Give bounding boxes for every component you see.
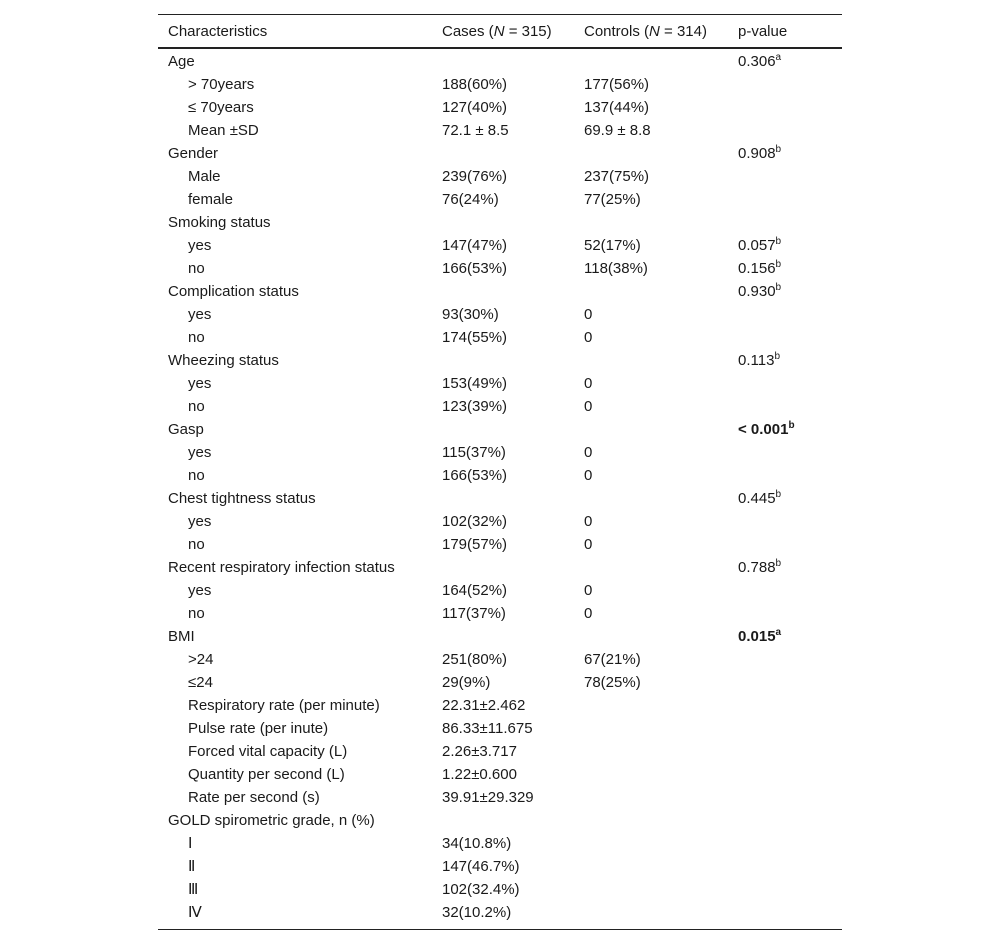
table-row [158, 786, 842, 809]
pvalue-footnote-marker: b [775, 236, 782, 247]
row-label: >24 [188, 651, 214, 668]
row-label: yes [188, 513, 212, 530]
pvalue-footnote-marker: b [775, 282, 782, 293]
row-controls: 78(25%) [584, 674, 641, 691]
row-label: female [188, 191, 234, 208]
row-pvalue [738, 602, 842, 625]
row-cases: 102(32%) [442, 513, 508, 530]
row-label: Ⅲ [188, 881, 199, 898]
row-label: Complication status [168, 283, 299, 300]
row-pvalue [738, 441, 842, 464]
row-label: Age [168, 53, 195, 70]
pvalue-footnote-marker: b [775, 144, 782, 155]
row-pvalue [738, 786, 842, 809]
pvalue-footnote-marker: b [775, 259, 782, 270]
table-row [158, 579, 842, 602]
table-row [158, 96, 842, 119]
table-row [158, 257, 842, 280]
row-pvalue [738, 119, 842, 142]
table-row [158, 717, 842, 740]
row-cases [442, 625, 584, 648]
row-pvalue [738, 763, 842, 786]
row-pvalue [738, 96, 842, 119]
pvalue-footnote-marker: b [775, 558, 782, 569]
table-row [158, 234, 842, 257]
row-controls: 0 [584, 536, 593, 553]
table-bottom-rule [158, 929, 842, 930]
row-pvalue [738, 50, 842, 73]
row-cases: 117(37%) [442, 605, 506, 622]
row-cases: 127(40%) [442, 99, 508, 116]
row-label: no [188, 260, 205, 277]
row-cases: 166(53%) [442, 467, 508, 484]
row-controls [584, 901, 738, 924]
row-cases: 239(76%) [442, 168, 508, 185]
row-controls: 0 [584, 444, 593, 461]
row-pvalue [738, 142, 842, 165]
table-row [158, 648, 842, 671]
row-cases: 147(46.7%) [442, 858, 520, 875]
row-pvalue [738, 740, 842, 763]
header-cases-n: N [493, 23, 505, 40]
row-cases: 29(9%) [442, 674, 491, 691]
row-cases: 72.1 ± 8.5 [442, 122, 509, 139]
row-cases: 1.22±0.600 [442, 766, 517, 783]
row-controls [584, 740, 738, 763]
row-cases [442, 418, 584, 441]
row-cases [442, 280, 584, 303]
row-cases [442, 349, 584, 372]
header-pvalue: p-value [738, 23, 788, 40]
table-body [158, 49, 842, 924]
row-cases: 102(32.4%) [442, 881, 520, 898]
row-controls [584, 809, 738, 832]
row-pvalue [738, 533, 842, 556]
row-controls: 0 [584, 513, 593, 530]
row-cases [442, 50, 584, 73]
row-controls [584, 832, 738, 855]
row-controls [584, 786, 738, 809]
header-controls [584, 15, 738, 47]
row-controls [584, 280, 738, 303]
pvalue-text: 0.057 [738, 237, 776, 254]
row-pvalue [738, 464, 842, 487]
row-cases: 115(37%) [442, 444, 506, 461]
row-controls [584, 717, 738, 740]
table-row [158, 671, 842, 694]
row-label: Wheezing status [168, 352, 279, 369]
row-label: GOLD spirometric grade, n (%) [168, 812, 375, 829]
row-label: no [188, 536, 205, 553]
table-row [158, 441, 842, 464]
row-pvalue [738, 510, 842, 533]
pvalue-text: 0.015 [738, 628, 776, 645]
row-pvalue [738, 832, 842, 855]
header-cases-suffix: = 315) [504, 23, 552, 40]
row-controls: 0 [584, 306, 593, 323]
row-cases: 166(53%) [442, 260, 508, 277]
row-pvalue [738, 303, 842, 326]
row-pvalue [738, 395, 842, 418]
row-pvalue [738, 326, 842, 349]
row-label: Ⅳ [188, 904, 202, 921]
table-row [158, 119, 842, 142]
row-label: ≤24 [188, 674, 213, 691]
table-row [158, 349, 842, 372]
row-pvalue [738, 625, 842, 648]
pvalue-footnote-marker: b [775, 489, 782, 500]
table-row [158, 740, 842, 763]
row-cases: 164(52%) [442, 582, 508, 599]
table-row [158, 280, 842, 303]
table-row [158, 602, 842, 625]
table-row [158, 326, 842, 349]
table-row [158, 188, 842, 211]
row-label: yes [188, 375, 212, 392]
row-label: Forced vital capacity (L) [188, 743, 348, 760]
table-row [158, 878, 842, 901]
row-pvalue [738, 257, 842, 280]
row-cases: 179(57%) [442, 536, 508, 553]
row-label: no [188, 398, 205, 415]
table-row [158, 556, 842, 579]
row-pvalue [738, 487, 842, 510]
row-label: Quantity per second (L) [188, 766, 345, 783]
header-controls-prefix: Controls ( [584, 23, 650, 40]
table-row [158, 395, 842, 418]
pvalue-text: 0.788 [738, 559, 776, 576]
row-cases [442, 142, 584, 165]
table-row [158, 50, 842, 73]
row-label: yes [188, 444, 212, 461]
row-cases: 174(55%) [442, 329, 508, 346]
row-controls: 118(38%) [584, 260, 648, 277]
row-pvalue [738, 349, 842, 372]
table-row [158, 142, 842, 165]
row-controls [584, 878, 738, 901]
row-controls [584, 418, 738, 441]
table-row [158, 303, 842, 326]
row-controls: 0 [584, 398, 593, 415]
row-controls: 77(25%) [584, 191, 641, 208]
row-cases: 86.33±11.675 [442, 720, 533, 737]
row-pvalue [738, 372, 842, 395]
row-label: Pulse rate (per inute) [188, 720, 329, 737]
pvalue-text: 0.156 [738, 260, 776, 277]
header-cases-prefix: Cases ( [442, 23, 494, 40]
row-controls: 0 [584, 375, 593, 392]
row-pvalue [738, 280, 842, 303]
row-label: Chest tightness status [168, 490, 316, 507]
row-controls: 52(17%) [584, 237, 641, 254]
row-controls [584, 211, 738, 234]
table-row [158, 625, 842, 648]
row-cases [442, 556, 584, 579]
row-pvalue [738, 855, 842, 878]
row-label: Smoking status [168, 214, 271, 231]
row-controls [584, 694, 738, 717]
row-pvalue [738, 234, 842, 257]
header-characteristics: Characteristics [168, 23, 268, 40]
row-label: BMI [168, 628, 195, 645]
pvalue-text: 0.445 [738, 490, 776, 507]
row-cases: 34(10.8%) [442, 835, 512, 852]
row-pvalue [738, 671, 842, 694]
row-controls: 177(56%) [584, 76, 650, 93]
row-pvalue [738, 694, 842, 717]
row-pvalue [738, 648, 842, 671]
table-row [158, 487, 842, 510]
table-row [158, 165, 842, 188]
row-controls: 237(75%) [584, 168, 650, 185]
row-controls [584, 625, 738, 648]
pvalue-footnote-marker: b [788, 420, 795, 431]
row-label: no [188, 329, 205, 346]
row-pvalue [738, 809, 842, 832]
row-cases: 153(49%) [442, 375, 508, 392]
header-controls-suffix: = 314) [659, 23, 707, 40]
row-label: ≤ 70years [188, 99, 254, 116]
table-row [158, 763, 842, 786]
row-label: Male [188, 168, 221, 185]
row-label: yes [188, 306, 212, 323]
row-controls [584, 855, 738, 878]
row-label: Ⅰ [188, 835, 193, 852]
row-controls [584, 349, 738, 372]
row-controls [584, 556, 738, 579]
row-cases [442, 211, 584, 234]
row-pvalue [738, 165, 842, 188]
pvalue-text: < 0.001 [738, 421, 789, 438]
row-label: Ⅱ [188, 858, 196, 875]
row-controls [584, 142, 738, 165]
table-row [158, 211, 842, 234]
row-label: Mean ±SD [188, 122, 259, 139]
row-pvalue [738, 878, 842, 901]
row-controls [584, 763, 738, 786]
header-cases [442, 15, 584, 47]
row-label: Recent respiratory infection status [168, 559, 395, 576]
pvalue-footnote-marker: a [775, 627, 782, 638]
row-cases: 188(60%) [442, 76, 508, 93]
row-cases [442, 487, 584, 510]
row-controls [584, 487, 738, 510]
pvalue-text: 0.908 [738, 145, 776, 162]
table-row [158, 832, 842, 855]
table-row [158, 372, 842, 395]
row-pvalue [738, 211, 842, 234]
row-cases: 93(30%) [442, 306, 499, 323]
row-controls: 67(21%) [584, 651, 641, 668]
row-pvalue [738, 717, 842, 740]
row-pvalue [738, 73, 842, 96]
table-row [158, 510, 842, 533]
table-header-row [158, 15, 842, 47]
row-cases: 2.26±3.717 [442, 743, 517, 760]
row-cases: 76(24%) [442, 191, 499, 208]
row-label: no [188, 467, 205, 484]
pvalue-text: 0.113 [738, 352, 775, 369]
row-controls: 0 [584, 467, 593, 484]
row-cases: 123(39%) [442, 398, 508, 415]
row-label: yes [188, 237, 212, 254]
row-controls [584, 50, 738, 73]
row-controls: 0 [584, 605, 593, 622]
row-label: Respiratory rate (per minute) [188, 697, 380, 714]
row-pvalue [738, 188, 842, 211]
row-cases: 32(10.2%) [442, 904, 512, 921]
pvalue-footnote-marker: a [775, 52, 782, 63]
row-label: Rate per second (s) [188, 789, 320, 806]
row-label: no [188, 605, 205, 622]
row-cases: 251(80%) [442, 651, 508, 668]
row-controls: 69.9 ± 8.8 [584, 122, 651, 139]
pvalue-text: 0.930 [738, 283, 776, 300]
row-pvalue [738, 418, 842, 441]
row-label: Gasp [168, 421, 204, 438]
row-cases: 147(47%) [442, 237, 508, 254]
row-label: yes [188, 582, 212, 599]
table-row [158, 533, 842, 556]
table-row [158, 855, 842, 878]
table-row [158, 901, 842, 924]
row-pvalue [738, 579, 842, 602]
table-row [158, 73, 842, 96]
row-cases [442, 809, 584, 832]
pvalue-footnote-marker: b [774, 351, 780, 362]
row-cases: 22.31±2.462 [442, 697, 526, 714]
row-controls: 0 [584, 329, 593, 346]
row-controls: 137(44%) [584, 99, 650, 116]
row-label: Gender [168, 145, 219, 162]
table-row [158, 809, 842, 832]
row-pvalue [738, 556, 842, 579]
table-row [158, 418, 842, 441]
pvalue-text: 0.306 [738, 53, 776, 70]
header-controls-n: N [649, 23, 660, 40]
row-label: > 70years [188, 76, 255, 93]
characteristics-table [158, 14, 842, 930]
table-row [158, 694, 842, 717]
table-row [158, 464, 842, 487]
row-cases: 39.91±29.329 [442, 789, 534, 806]
row-pvalue [738, 901, 842, 924]
row-controls: 0 [584, 582, 593, 599]
